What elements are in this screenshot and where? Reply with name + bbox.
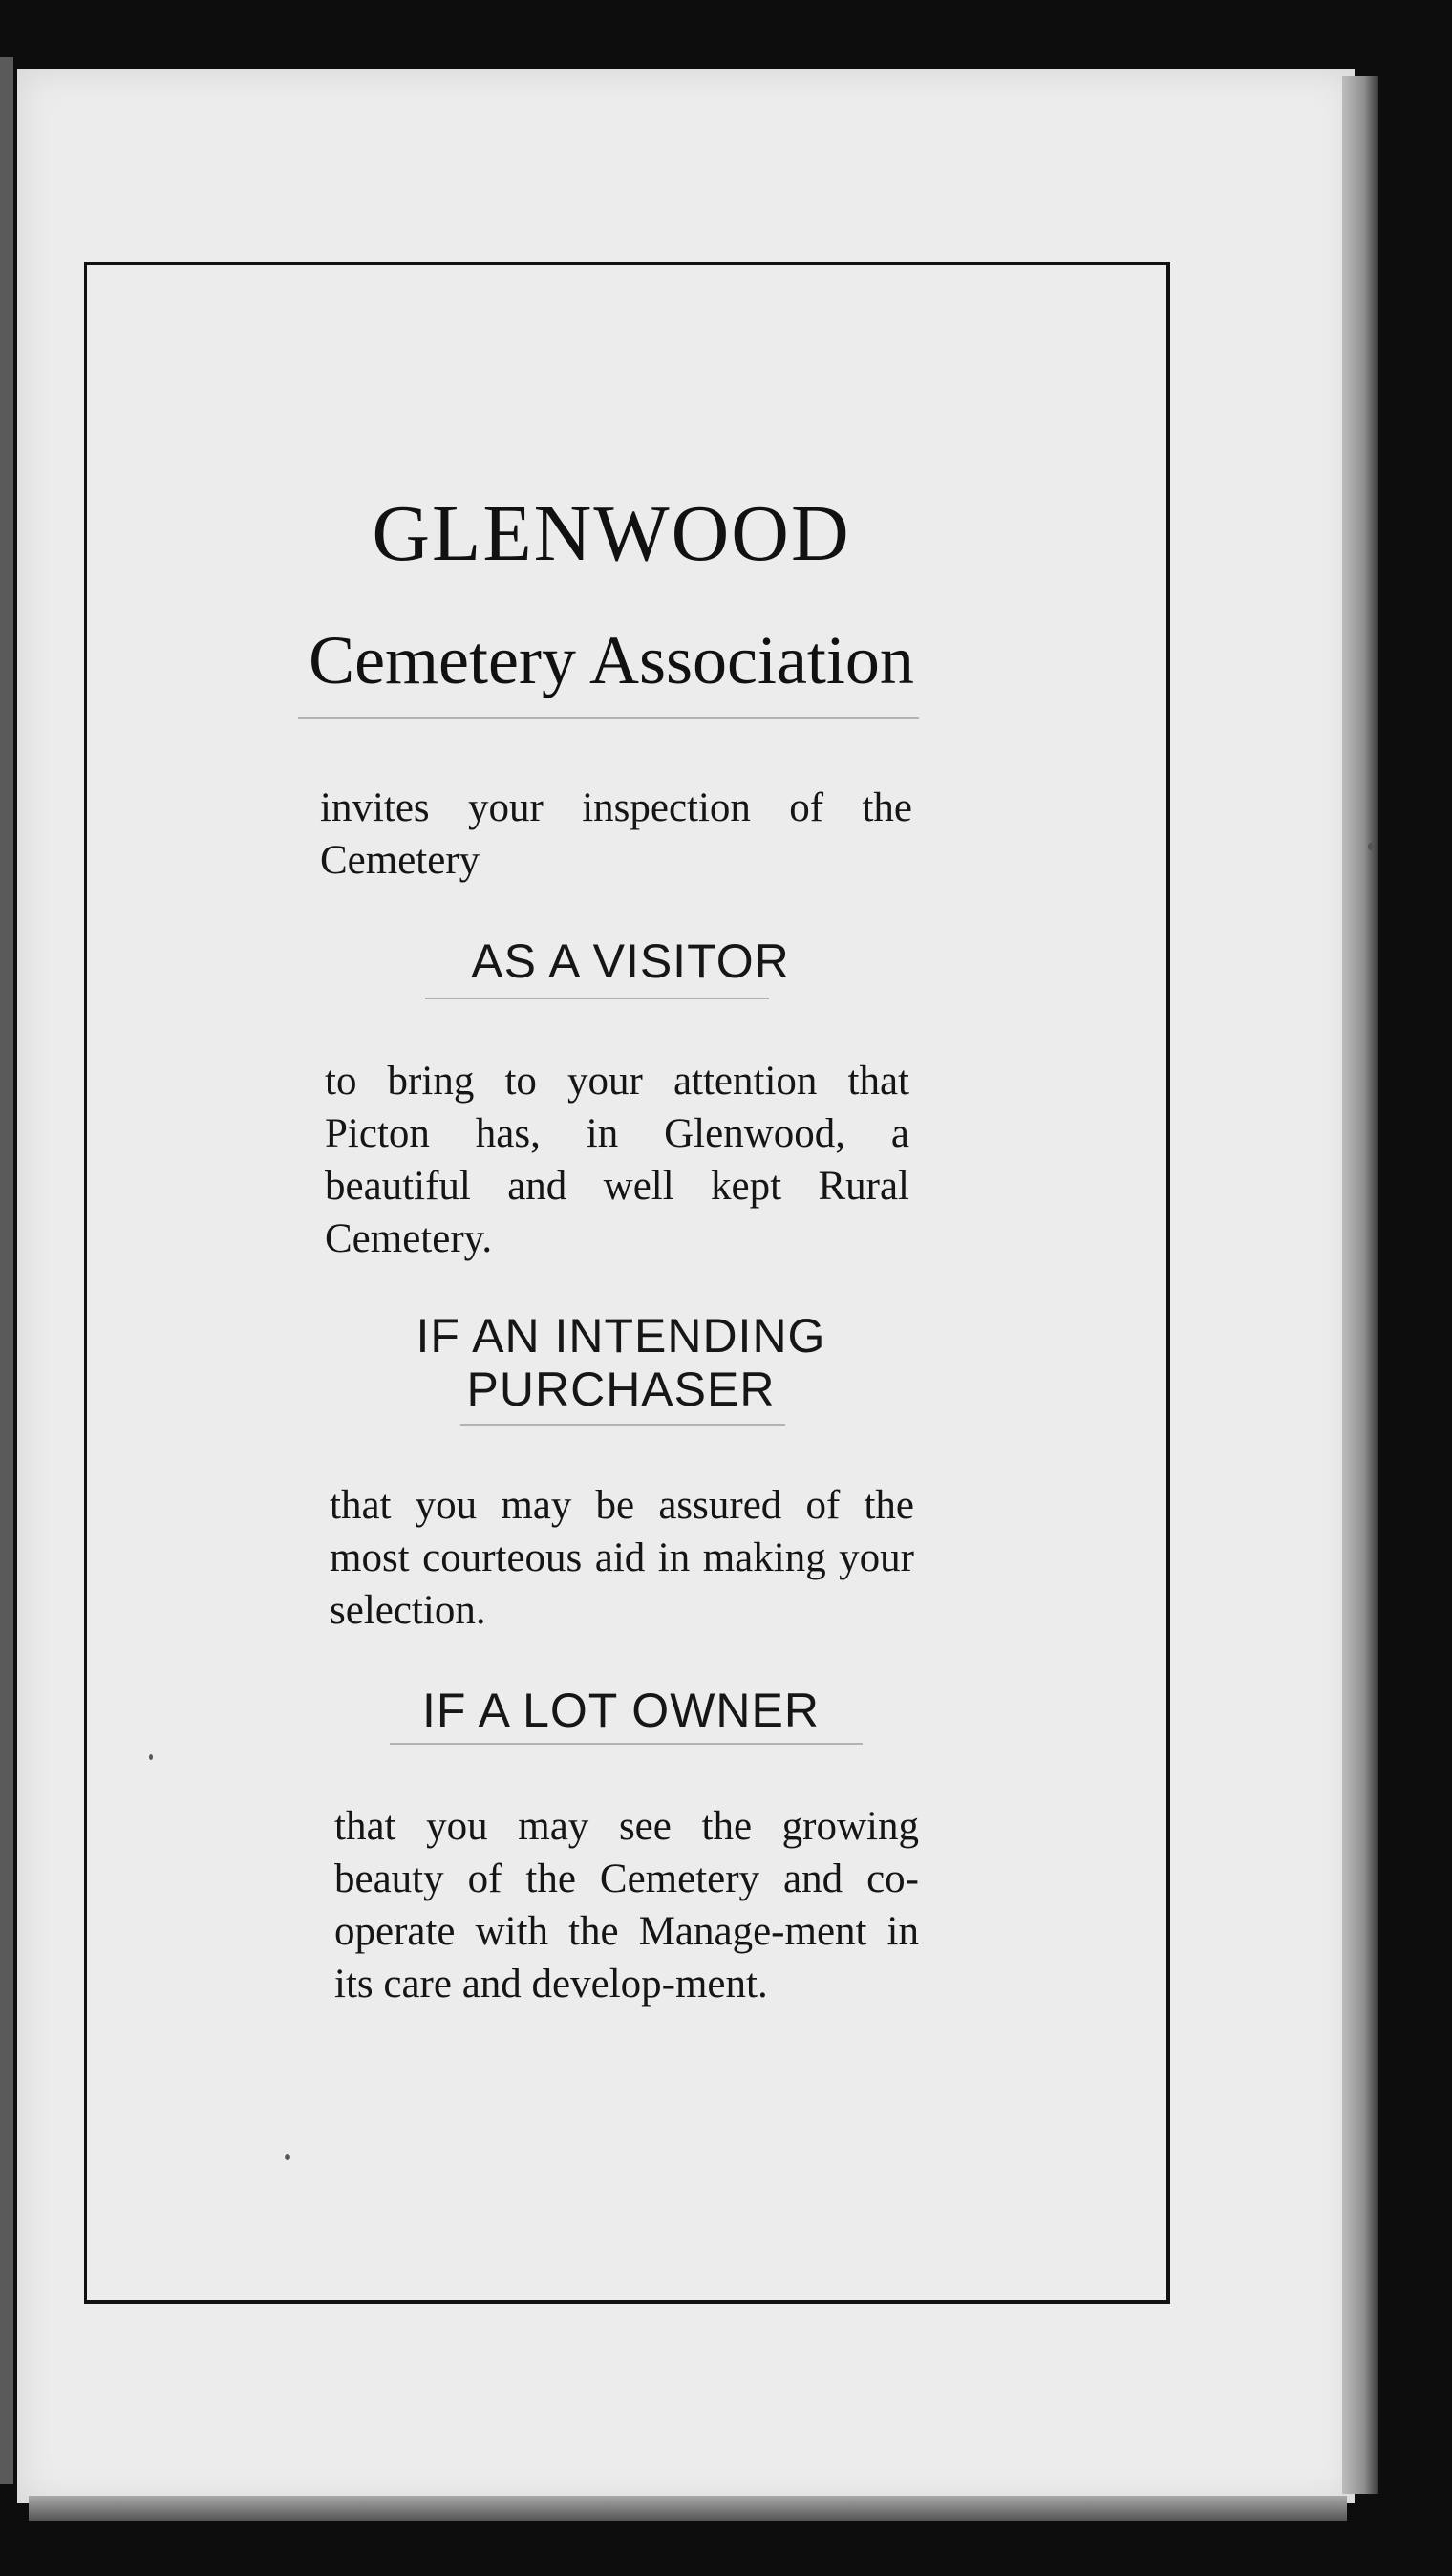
section-divider-purchaser (460, 1424, 785, 1426)
intro-text: invites your inspection of the Cemetery (320, 785, 912, 883)
book-spine (0, 57, 13, 2484)
page-edge-right (1342, 76, 1378, 2494)
section-heading-purchaser: IF AN INTENDING PURCHASER (416, 1309, 826, 1416)
section-text-lot-owner: that you may see the growing beauty of the Cemetery and co-operate with the Manage-ment in its care and develop-ment. (334, 1804, 919, 2007)
paper-speck (149, 1754, 153, 1760)
section-divider-lot-owner (390, 1743, 863, 1745)
section-heading-visitor: AS A VISITOR (471, 934, 790, 988)
page-edge-bottom (29, 2496, 1347, 2521)
document-subtitle: Cemetery Association (309, 622, 914, 698)
section-heading-lot-owner: IF A LOT OWNER (422, 1684, 820, 1737)
paper-speck (1368, 843, 1374, 850)
title-divider (298, 717, 919, 719)
section-text-visitor: to bring to your attention that Picton has, in Glenwood, a beautiful and well kept Rural Cemetery. (325, 1059, 909, 1261)
document-title: GLENWOOD (372, 489, 851, 578)
section-divider-visitor (425, 998, 769, 999)
paper-speck (285, 2154, 290, 2160)
section-text-purchaser: that you may be assured of the most courteous aid in making your selection. (330, 1483, 914, 1633)
